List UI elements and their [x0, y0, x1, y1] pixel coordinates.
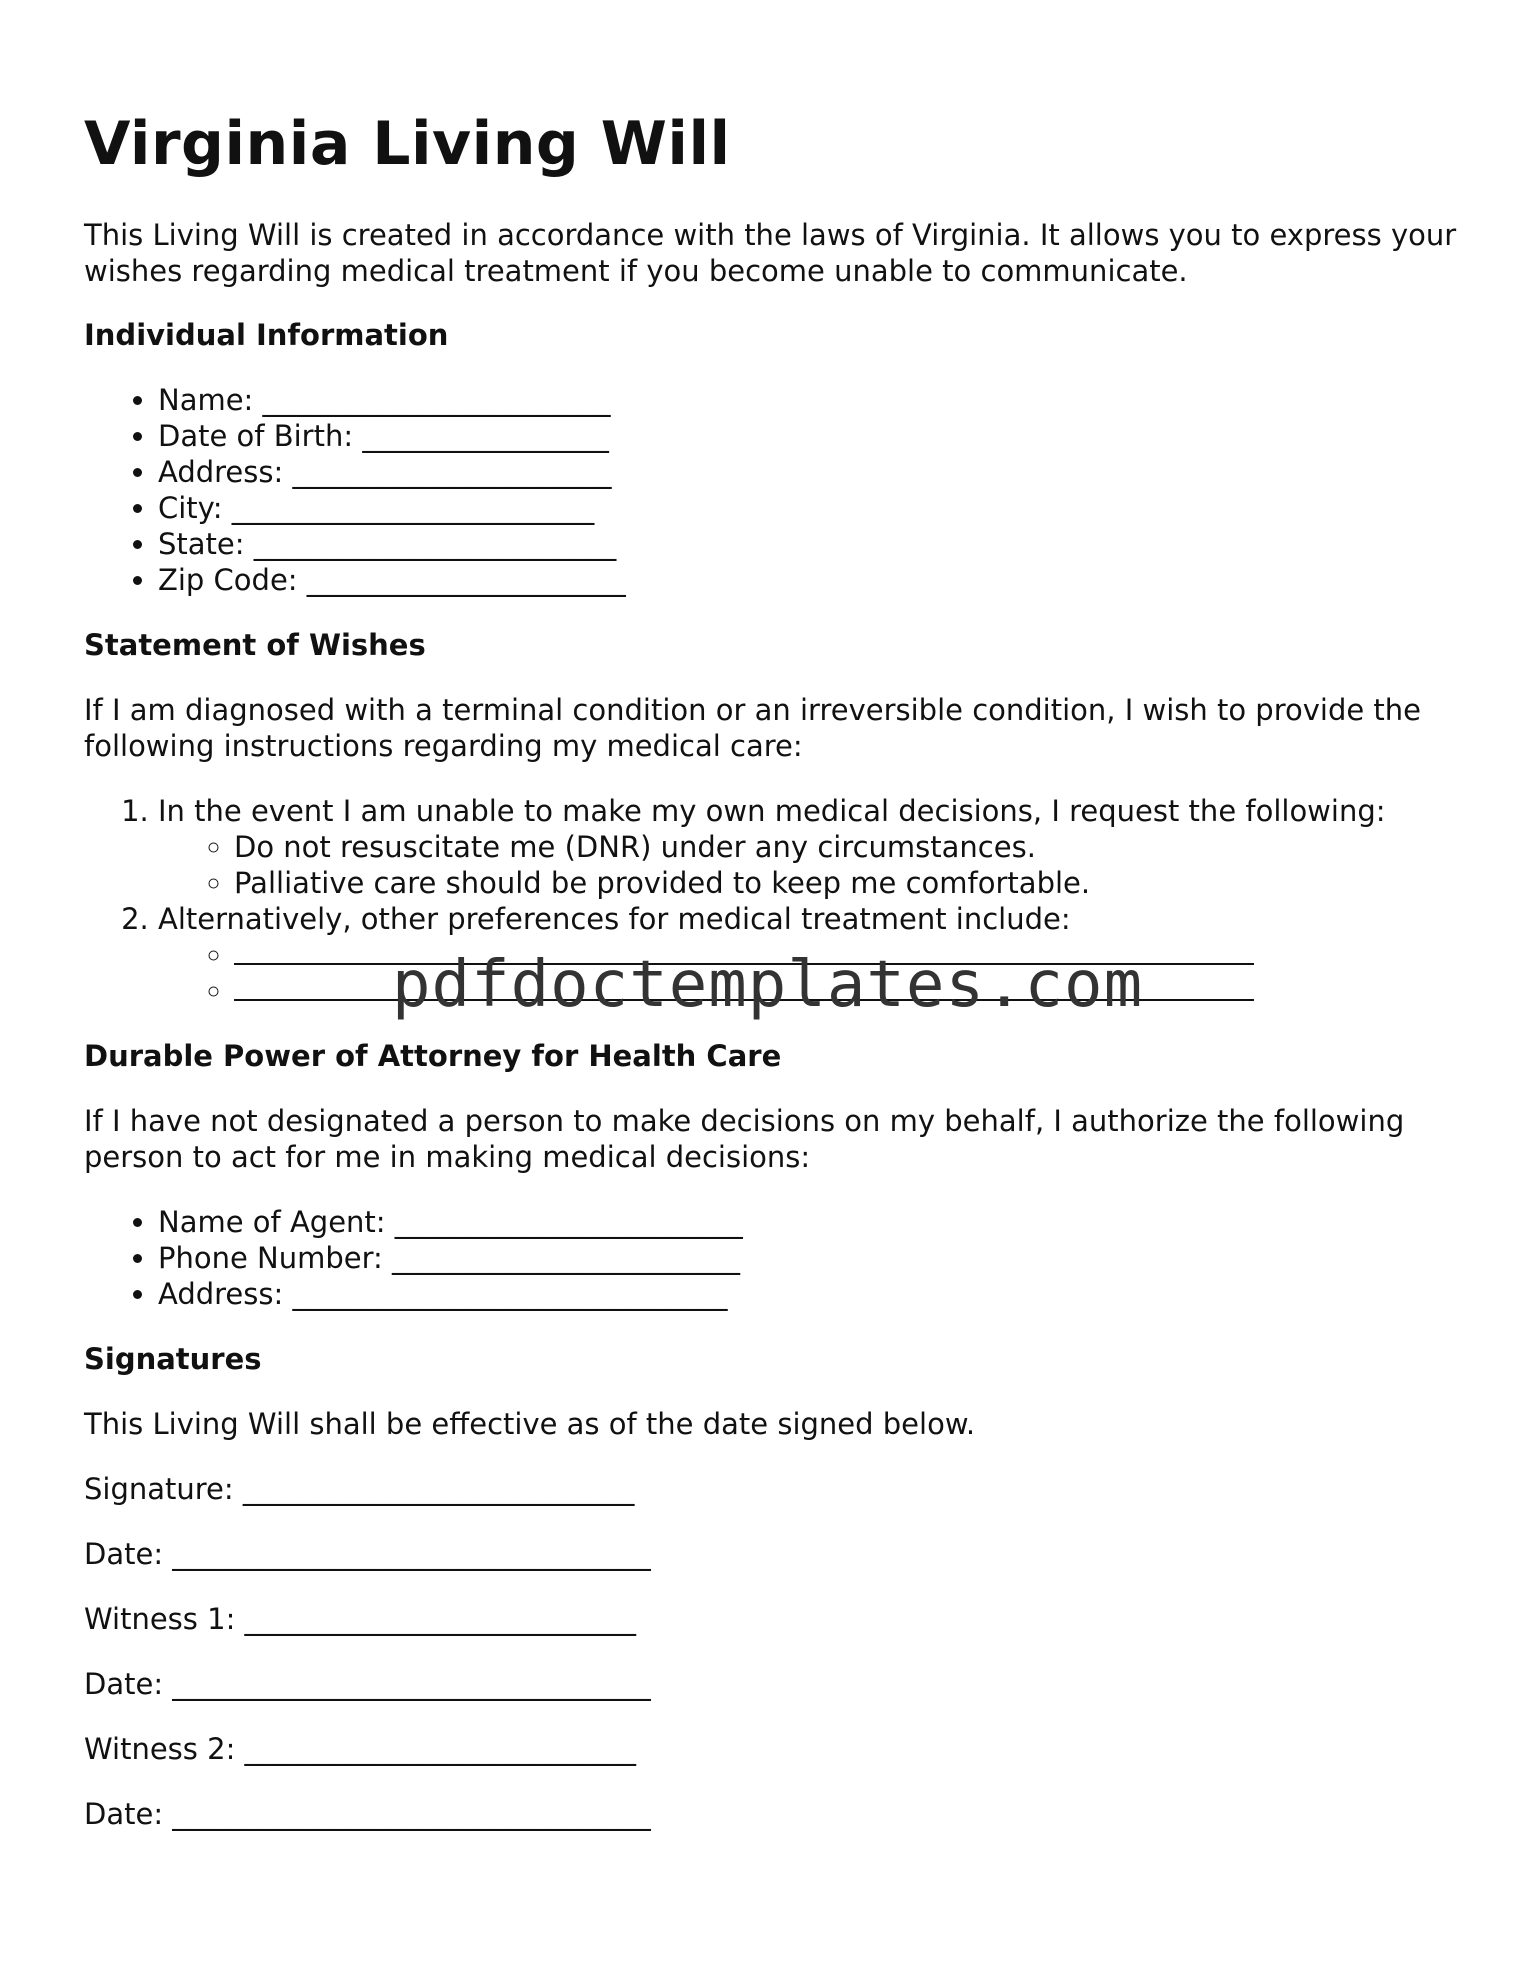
power-of-attorney-paragraph: If I have not designated a person to make decisions on my behalf, I authorize the following person to act for me in making medical decisions: — [84, 1104, 1405, 1174]
signatures-heading: Signatures — [84, 1342, 262, 1376]
dnr-instruction: ◦ Do not resuscitate me (DNR) under any circumstances. — [234, 829, 1464, 865]
agent-fields-list — [84, 1204, 1464, 1312]
statement-paragraph: If I am diagnosed with a terminal condition or an irreversible condition, I wish to provide the following instructions regarding my medical care: — [84, 693, 1422, 763]
wish-item-1-sublist — [158, 829, 1464, 901]
state-field: • State: _________________________ — [158, 526, 1464, 562]
individual-information-heading: Individual Information — [84, 318, 449, 352]
date-of-birth-field: • Date of Birth: _________________ — [158, 418, 1464, 454]
power-of-attorney-heading: Durable Power of Attorney for Health Care — [84, 1039, 782, 1073]
agent-address-field: • Address: ______________________________ — [158, 1276, 1464, 1312]
signatures-paragraph: This Living Will shall be effective as of the date signed below. — [84, 1407, 976, 1441]
agent-phone-field: • Phone Number: ________________________ — [158, 1240, 1464, 1276]
wish-item-1-text: In the event I am unable to make my own medical decisions, I request the following: — [158, 794, 1386, 828]
witness-1-date-line: Date: _________________________________ — [84, 1667, 651, 1701]
document-title: Virginia Living Will — [84, 109, 731, 179]
zip-code-field: • Zip Code: ______________________ — [158, 562, 1464, 598]
wish-item-1 — [158, 793, 1464, 901]
watermark-text: pdfdoctemplates.com — [392, 948, 1144, 1022]
witness-2-date-line: Date: _________________________________ — [84, 1797, 651, 1831]
palliative-care-instruction: ◦ Palliative care should be provided to keep me comfortable. — [234, 865, 1464, 901]
city-field: • City: _________________________ — [158, 490, 1464, 526]
witness-1-line: Witness 1: ___________________________ — [84, 1602, 637, 1636]
signature-date-line: Date: _________________________________ — [84, 1537, 651, 1571]
name-field: • Name: ________________________ — [158, 382, 1464, 418]
document-page — [84, 0, 1464, 1832]
agent-name-field: • Name of Agent: ________________________ — [158, 1204, 1464, 1240]
statement-of-wishes-heading: Statement of Wishes — [84, 628, 426, 662]
intro-paragraph: This Living Will is created in accordance with the laws of Virginia. It allows you to express your wishes regarding medical treatment if you become unable to communicate. — [84, 218, 1457, 288]
signature-line: Signature: ___________________________ — [84, 1472, 635, 1506]
witness-2-line: Witness 2: ___________________________ — [84, 1732, 637, 1766]
address-field: • Address: ______________________ — [158, 454, 1464, 490]
individual-fields-list — [84, 382, 1464, 598]
wish-item-2-text: Alternatively, other preferences for medical treatment include: — [158, 902, 1071, 936]
